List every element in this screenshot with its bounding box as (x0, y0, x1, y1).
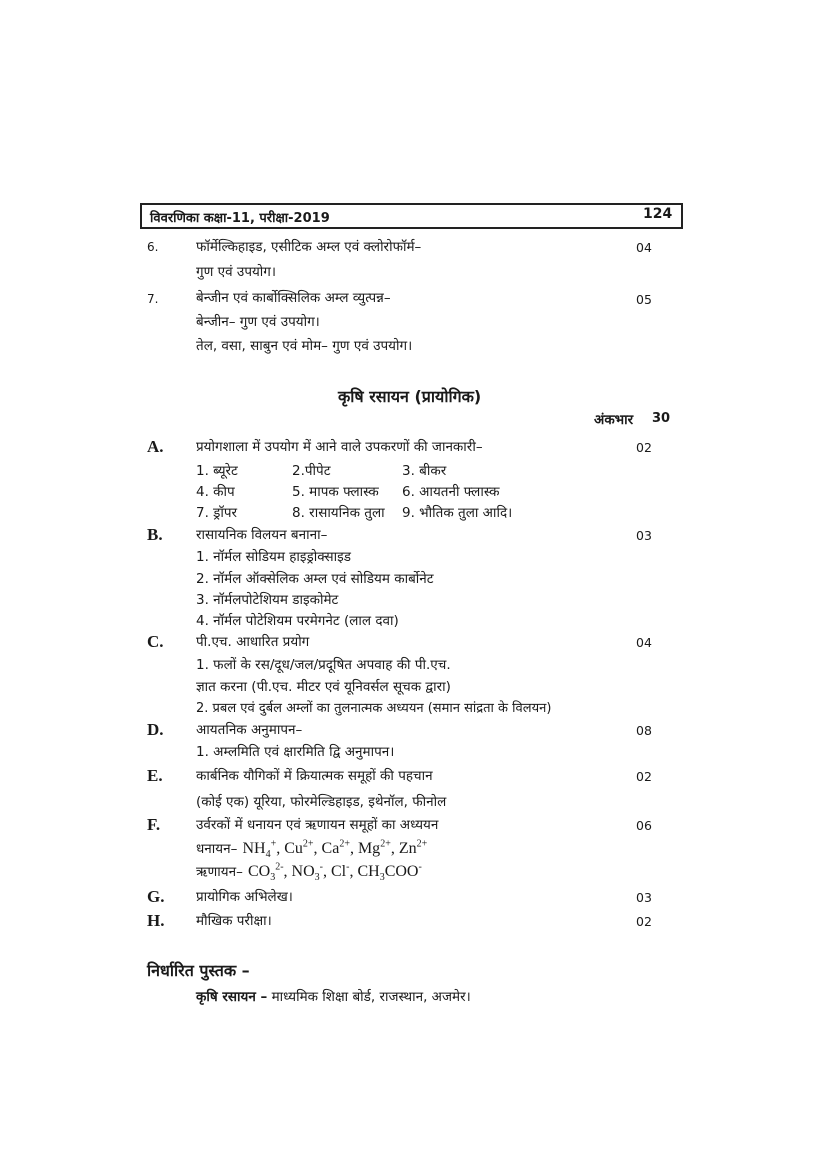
item-line: गुण एवं उपयोग। (196, 264, 277, 280)
ion: $NO_3^-$, (291, 861, 331, 884)
ion-charge: - (346, 861, 350, 873)
ion: $Mg^{2+}$, (357, 838, 399, 857)
item-line: (कोई एक) यूरिया, फोरमेल्डिहाइड, इथेनॉल, फीनोल (196, 794, 447, 810)
item-line: 1. फलों के रस/दूध/जल/प्रदूषित अपवाह की पी.एच. (196, 657, 451, 673)
books-entry (196, 987, 471, 1005)
page-number: 124 (643, 206, 673, 222)
item-line: 3. नॉर्मलपोटेशियम डाइकोमेट (196, 592, 339, 608)
item-line: फॉर्मेल्किहाइड, एसीटिक अम्ल एवं क्लोरोफॉर्म– (196, 239, 422, 255)
item-marks: 05 (636, 292, 652, 307)
item-letter: A. (147, 437, 164, 456)
section-title: कृषि रसायन (प्रायोगिक) (338, 387, 482, 406)
books-heading: निर्धारित पुस्तक – (147, 961, 250, 980)
item-title: पी.एच. आधारित प्रयोग (196, 634, 310, 650)
item-line: बेन्जीन– गुण एवं उपयोग। (196, 314, 320, 330)
item-marks: 06 (636, 818, 652, 833)
item-title: प्रयोगशाला में उपयोग में आने वाले उपकरणों की जानकारी– (196, 439, 483, 455)
ion: $CO_3^{2-}$, (247, 861, 292, 884)
grid-cell: 6. आयतनी फ्लास्क (402, 484, 500, 500)
item-letter: H. (147, 911, 165, 930)
item-line: ज्ञात करना (पी.एच. मीटर एवं यूनिवर्सल सूचक द्वारा) (196, 679, 451, 695)
book-title: कृषि रसायन – (196, 989, 268, 1005)
ion: $Cu^{2+}$, (284, 838, 322, 857)
grid-cell: 2.पीपेट (292, 463, 331, 479)
item-marks: 03 (636, 528, 652, 543)
item-letter: G. (147, 887, 165, 906)
ion: $Ca^{2+}$, (321, 838, 358, 857)
ion-charge: + (270, 838, 277, 850)
cation-list (242, 838, 428, 861)
item-marks: 02 (636, 440, 652, 455)
item-number: 6. (147, 240, 159, 254)
anion-row (196, 861, 422, 884)
ion-subscript: 3 (314, 872, 320, 884)
item-line: 1. अम्लमिति एवं क्षारमिति द्वि अनुमापन। (196, 744, 395, 760)
ion-subscript: 3 (379, 872, 385, 884)
total-marks-value: 30 (652, 411, 671, 426)
grid-cell: 5. मापक फ्लास्क (292, 484, 379, 500)
item-letter: F. (147, 815, 161, 834)
grid-cell: 1. ब्यूरेट (196, 463, 238, 479)
ion-charge: 2- (275, 861, 284, 873)
grid-cell: 7. ड्रॉपर (196, 505, 238, 521)
item-marks: 02 (636, 914, 652, 929)
item-title: प्रायोगिक अभिलेख। (196, 889, 293, 905)
ion: COO- (384, 861, 422, 880)
item-title: उर्वरकों में धनायन एवं ऋणायन समूहों का अध्ययन (196, 817, 439, 833)
ion-subscript: 4 (265, 849, 271, 861)
cation-row (196, 838, 428, 861)
item-marks: 02 (636, 769, 652, 784)
item-line: बेन्जीन एवं कार्बोक्सिलिक अम्ल व्युत्पन्न– (196, 290, 391, 306)
item-letter: E. (147, 766, 163, 785)
ion-charge: - (418, 861, 422, 873)
item-title: आयतनिक अनुमापन– (196, 722, 303, 738)
ion: $Zn^{2+}$ (398, 838, 428, 857)
item-title: कार्बनिक यौगिकों में क्रियात्मक समूहों की पहचान (196, 768, 433, 784)
cation-label: धनायन– (196, 841, 238, 857)
item-line: तेल, वसा, साबुन एवं मोम– गुण एवं उपयोग। (196, 338, 413, 354)
ion-charge: - (319, 861, 323, 873)
item-marks: 04 (636, 240, 652, 255)
book-publisher: माध्यमिक शिक्षा बोर्ड, राजस्थान, अजमेर। (271, 989, 471, 1005)
item-marks: 08 (636, 723, 652, 738)
item-title: मौखिक परीक्षा। (196, 913, 272, 929)
ion-subscript: 3 (270, 872, 276, 884)
header-title: विवरणिका कक्षा-11, परीक्षा-2019 (150, 211, 330, 226)
ion-charge: 2+ (416, 838, 428, 850)
anion-list (247, 861, 422, 884)
item-marks: 03 (636, 890, 652, 905)
ion: Cl-, (330, 861, 358, 880)
item-line: 1. नॉर्मल सोडियम हाइड्रोक्साइड (196, 549, 351, 565)
item-letter: D. (147, 720, 164, 739)
item-letter: B. (147, 525, 163, 544)
grid-cell: 8. रासायनिक तुला (292, 505, 385, 521)
item-number: 7. (147, 292, 159, 306)
ion-charge: 2+ (302, 838, 314, 850)
grid-cell: 9. भौतिक तुला आदि। (402, 505, 513, 521)
item-line: 2. नॉर्मल ऑक्सेलिक अम्ल एवं सोडियम कार्बोनेट (196, 571, 434, 587)
grid-cell: 4. कीप (196, 484, 235, 500)
item-letter: C. (147, 632, 164, 651)
ion: $CH_3$ (357, 863, 385, 884)
grid-cell: 3. बीकर (402, 463, 447, 479)
item-title: रासायनिक विलयन बनाना– (196, 527, 328, 543)
item-marks: 04 (636, 635, 652, 650)
total-marks-label: अंकभार (594, 412, 634, 428)
item-line: 4. नॉर्मल पोटेशियम परमेगनेट (लाल दवा) (196, 613, 399, 629)
anion-label: ऋणायन– (196, 864, 243, 880)
ion: $NH_4^+$, (242, 838, 285, 861)
ion-charge: 2+ (339, 838, 350, 850)
ion-charge: 2+ (380, 838, 391, 850)
item-line: 2. प्रबल एवं दुर्बल अम्लों का तुलनात्मक अध्ययन (समान सांद्रता के विलयन) (196, 701, 552, 716)
